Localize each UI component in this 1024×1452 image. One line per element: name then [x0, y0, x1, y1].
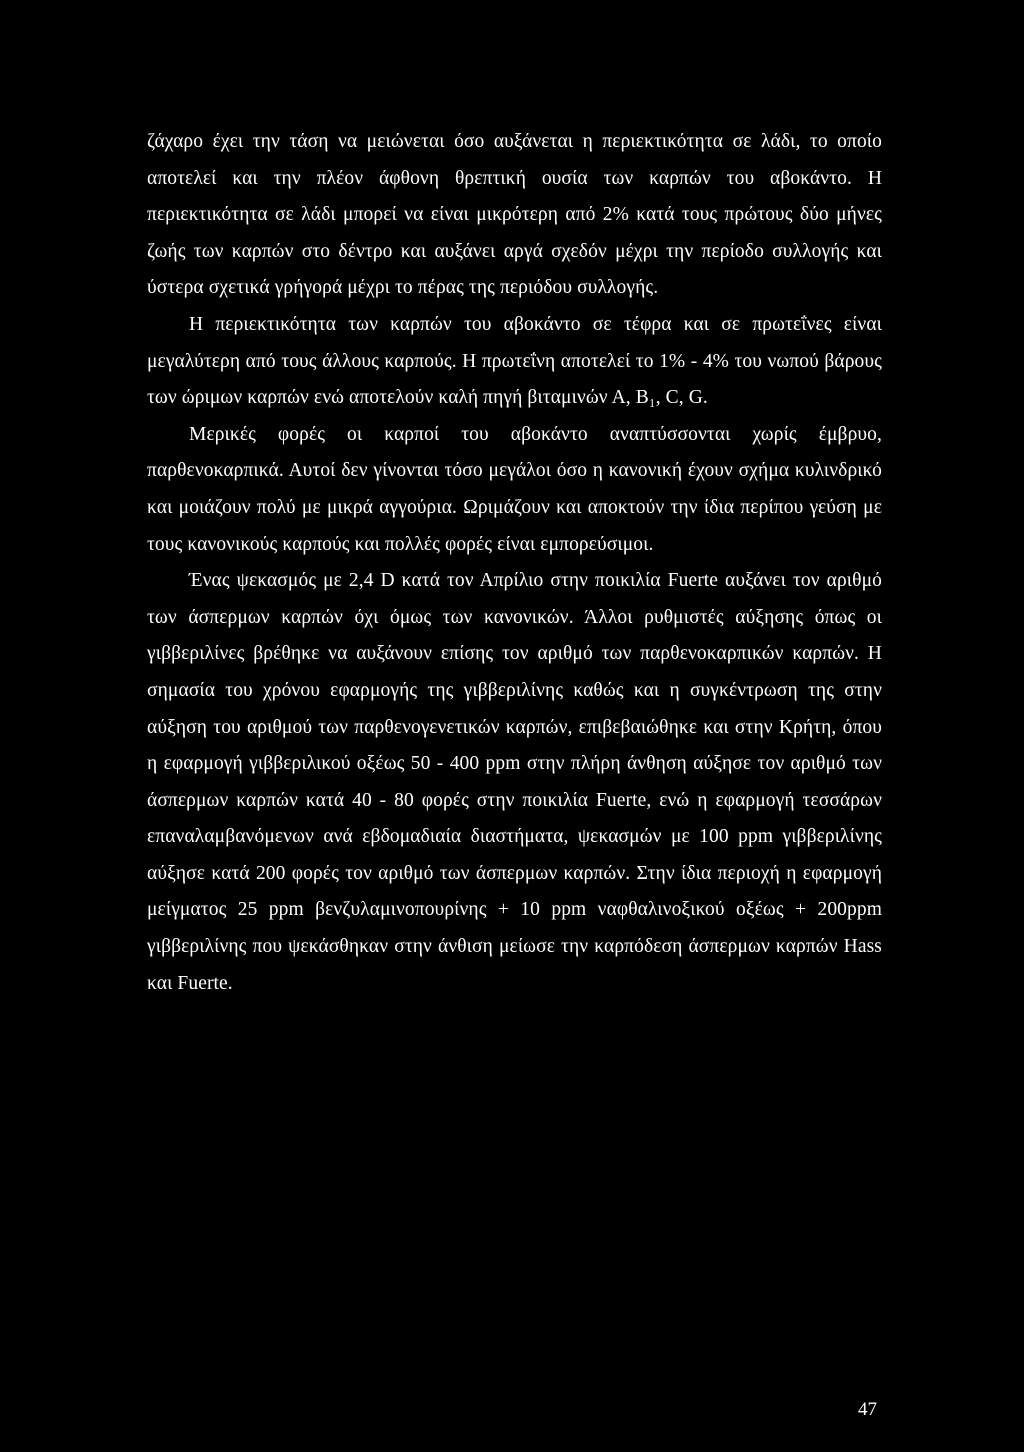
page-number: 47	[858, 1399, 877, 1420]
page-body	[147, 124, 882, 1002]
paragraph-growth-regulators: Ένας ψεκασμός με 2,4 D κατά τον Απρίλιο στην ποικιλία Fuerte αυξάνει τον αριθμό των άσπερμων καρπών όχι όμως των κανονικών. Άλλοι ρυθμιστές αύξησης όπως οι γιββεριλίνες βρέθηκε να αυξάνουν επίσης τον αριθμό των παρθενοκαρπικών καρπών. Η σημασία του χρόνου εφαρμογής της γιββεριλίνης καθώς και η συγκέντρωση της στην αύξηση του αριθμού των παρθενογενετικών καρπών, επιβεβαιώθηκε και στην Κρήτη, όπου η εφαρμογή γιββεριλικού οξέως 50 - 400 ppm στην πλήρη άνθηση αύξησε τον αριθμό των άσπερμων καρπών κατά 40 - 80 φορές στην ποικιλία Fuerte, ενώ η εφαρμογή τεσσάρων επαναλαμβανόμενων ανά εβδομαδιαία διαστήματα, ψεκασμών με 100 ppm γιββεριλίνης αύξησε κατά 200 φορές τον αριθμό των άσπερμων καρπών. Στην ίδια περιοχή η εφαρμογή μείγματος 25 ppm βενζυλαμινοπουρίνης + 10 ppm ναφθαλινοξικού οξέως + 200ppm γιββεριλίνης που ψεκάσθηκαν στην άνθιση μείωσε την καρπόδεση άσπερμων καρπών Hass και Fuerte.	[147, 570, 882, 994]
paragraph-parthenocarpy: Μερικές φορές οι καρποί του αβοκάντο αναπτύσσονται χωρίς έμβρυο, παρθενοκαρπικά. Αυτοί δεν γίνονται τόσο μεγάλοι όσο η κανονική έχουν σχήμα κυλινδρικό και μοιάζουν πολύ με μικρά αγγούρια. Ωριμάζουν και αποκτούν την ίδια περίπου γεύση με τους κανονικούς καρπούς και πολλές φορές είναι εμπορεύσιμοι.	[147, 423, 882, 555]
paragraph-ash-protein: Η περιεκτικότητα των καρπών του αβοκάντο σε τέφρα και σε πρωτεΐνες είναι μεγαλύτερη από τους άλλους καρπούς. Η πρωτεΐνη αποτελεί το 1% - 4% του νωπού βάρους των ώριμων καρπών ενώ αποτελούν καλή πηγή βιταμινών Α, Β₁, C, G.	[147, 313, 882, 409]
paragraph-oil-content: ζάχαρο έχει την τάση να μειώνεται όσο αυξάνεται η περιεκτικότητα σε λάδι, το οποίο αποτελεί και την πλέον άφθονη θρεπτική ουσία των καρπών του αβοκάντο. Η περιεκτικότητα σε λάδι μπορεί να είναι μικρότερη από 2% κατά τους πρώτους δύο μήνες ζωής των καρπών στο δέντρο και αυξάνει αργά σχεδόν μέχρι την περίοδο συλλογής και ύστερα σχετικά γρήγορά μέχρι το πέρας της περιόδου συλλογής.	[147, 131, 882, 299]
